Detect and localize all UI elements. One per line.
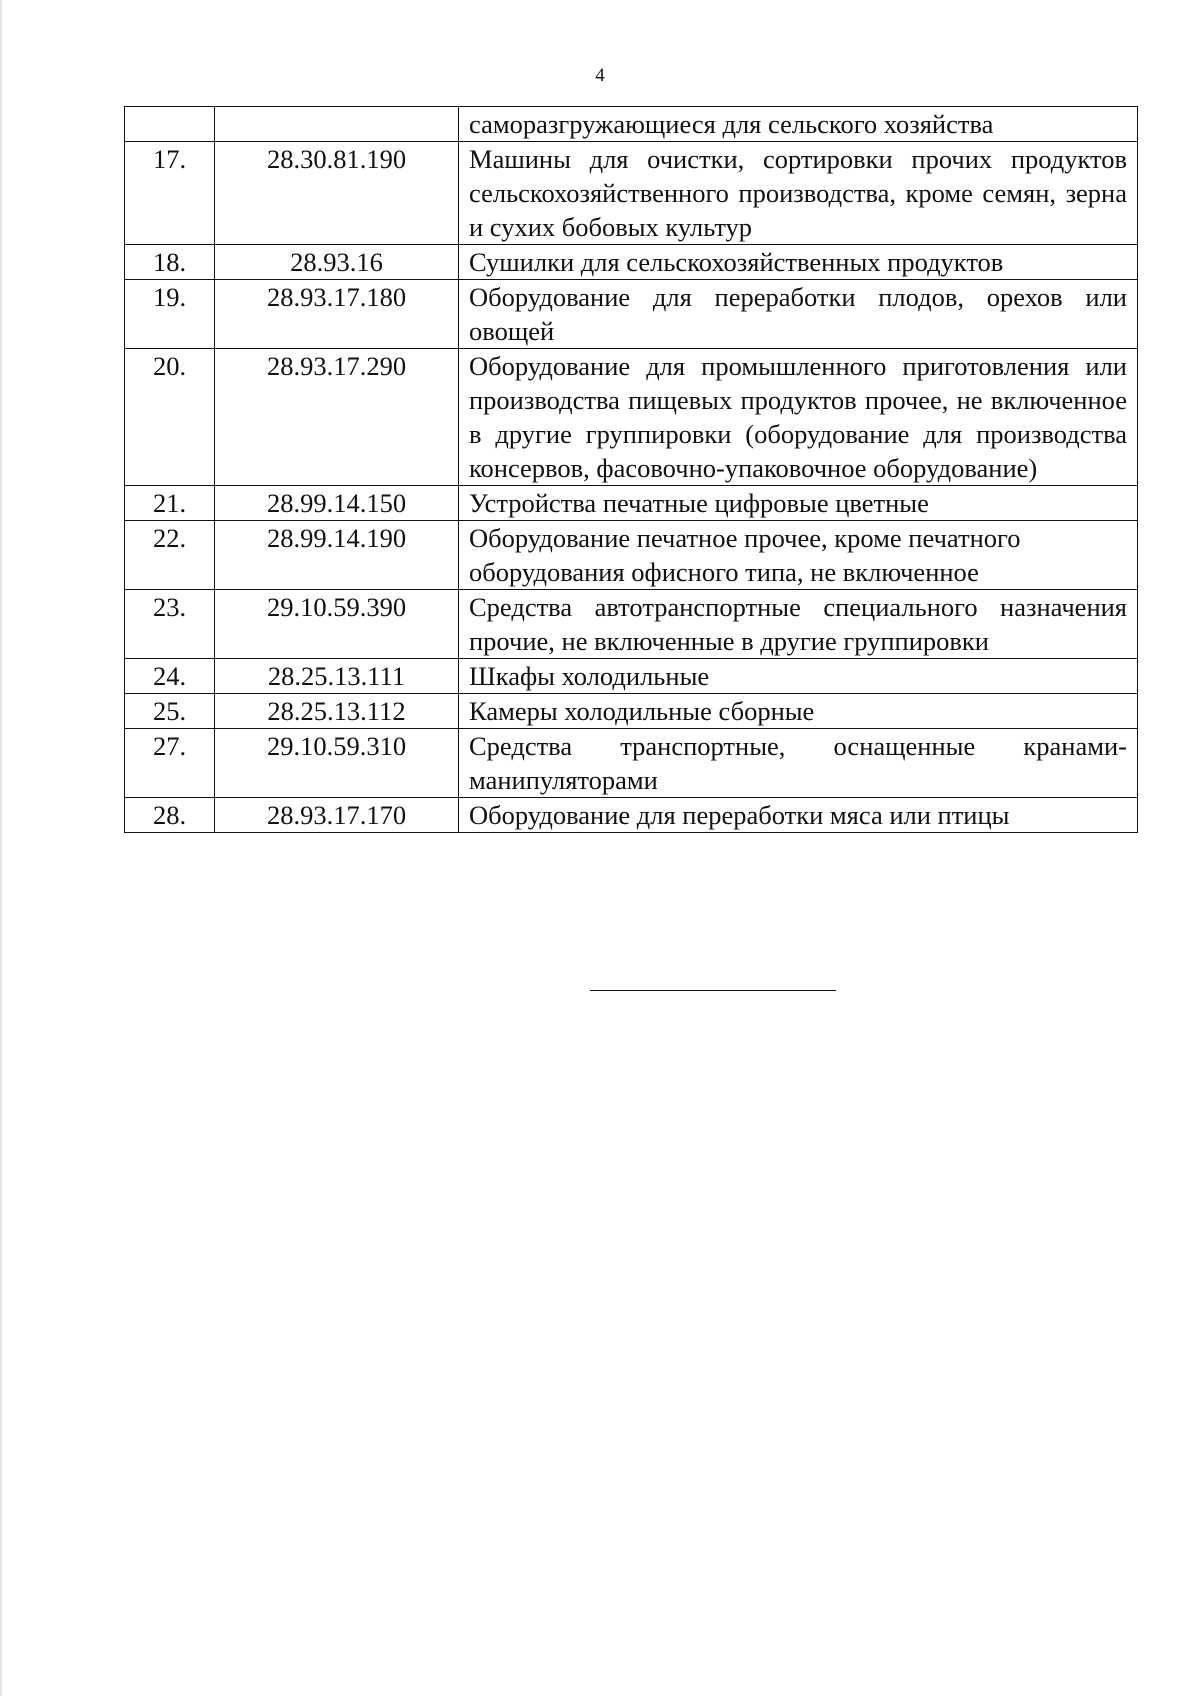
closing-rule [590,990,836,991]
row-number: 22. [125,521,215,590]
row-number: 17. [125,142,215,245]
item-description: Устройства печатные цифровые цветные [459,486,1138,521]
okpd-code [215,107,459,142]
okpd-code: 29.10.59.310 [215,729,459,798]
table-row [125,280,1138,349]
item-description: Средства транспортные, оснащенные кранами-манипуляторами [459,729,1138,798]
table-row [125,245,1138,280]
row-number: 25. [125,694,215,729]
okpd-code: 28.25.13.112 [215,694,459,729]
row-number: 19. [125,280,215,349]
table-row [125,798,1138,833]
item-description: Камеры холодильные сборные [459,694,1138,729]
item-description: Шкафы холодильные [459,659,1138,694]
row-number [125,107,215,142]
row-number: 18. [125,245,215,280]
okpd-code: 28.93.17.290 [215,349,459,486]
okpd-code: 28.99.14.150 [215,486,459,521]
item-description: саморазгружающиеся для сельского хозяйства [459,107,1138,142]
item-description: Средства автотранспортные специального назначения прочие, не включенные в другие группировки [459,590,1138,659]
okpd-code: 28.93.16 [215,245,459,280]
equipment-table [124,106,1138,833]
table-row [125,521,1138,590]
row-number: 20. [125,349,215,486]
table-row [125,486,1138,521]
row-number: 21. [125,486,215,521]
item-description: Сушилки для сельскохозяйственных продуктов [459,245,1138,280]
table-row [125,349,1138,486]
page-number: 4 [595,65,605,86]
table-row [125,729,1138,798]
row-number: 24. [125,659,215,694]
scan-edge [0,0,2,1696]
row-number: 27. [125,729,215,798]
row-number: 23. [125,590,215,659]
item-description: Машины для очистки, сортировки прочих продуктов сельскохозяйственного производства, кроме семян, зерна и сухих бобовых культур [459,142,1138,245]
okpd-code: 28.25.13.111 [215,659,459,694]
table-row [125,694,1138,729]
okpd-code: 28.93.17.180 [215,280,459,349]
item-description: Оборудование печатное прочее, кроме печатного оборудования офисного типа, не включенное [459,521,1138,590]
okpd-code: 28.93.17.170 [215,798,459,833]
okpd-code: 29.10.59.390 [215,590,459,659]
okpd-code: 28.99.14.190 [215,521,459,590]
table-row [125,142,1138,245]
okpd-code: 28.30.81.190 [215,142,459,245]
item-description: Оборудование для переработки мяса или птицы [459,798,1138,833]
table-row [125,590,1138,659]
item-description: Оборудование для промышленного приготовления или производства пищевых продуктов прочее, не включенное в другие группировки (оборудование для производства консервов, фасовочно-упаковочное оборудование) [459,349,1138,486]
item-description: Оборудование для переработки плодов, орехов или овощей [459,280,1138,349]
table-row [125,107,1138,142]
table-row [125,659,1138,694]
row-number: 28. [125,798,215,833]
